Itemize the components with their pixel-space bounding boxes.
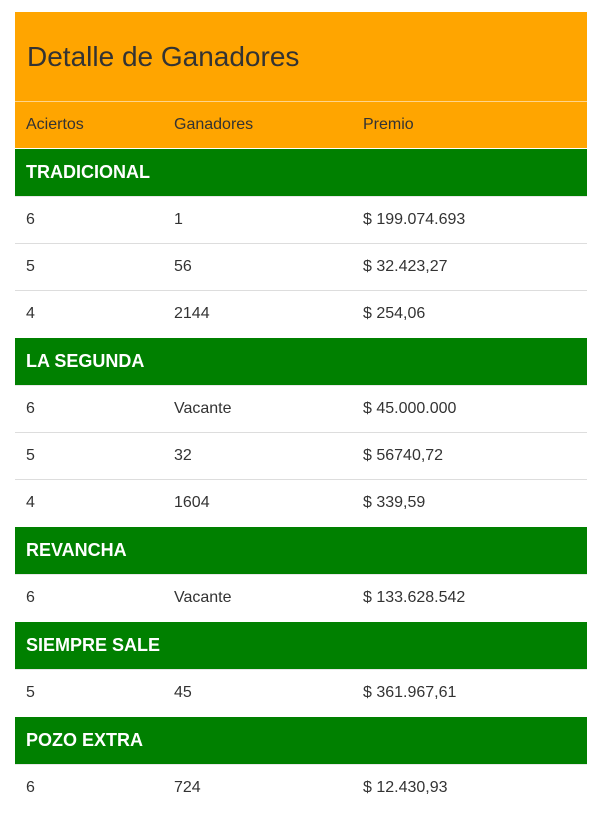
section-header-pozo-extra: POZO EXTRA xyxy=(15,716,587,764)
cell-aciertos: 5 xyxy=(26,684,35,701)
cell-aciertos: 4 xyxy=(26,305,35,322)
table-row xyxy=(15,385,587,432)
table-row xyxy=(15,764,587,811)
winners-panel xyxy=(15,12,587,811)
cell-aciertos: 5 xyxy=(26,447,35,464)
panel-title: Detalle de Ganadores xyxy=(15,12,587,102)
cell-aciertos: 6 xyxy=(26,400,35,417)
cell-ganadores: 45 xyxy=(174,684,192,701)
cell-premio: $ 45.000.000 xyxy=(363,400,457,417)
cell-premio: $ 254,06 xyxy=(363,305,426,322)
table-row xyxy=(15,290,587,337)
cell-premio: $ 12.430,93 xyxy=(363,779,448,796)
cell-ganadores: 724 xyxy=(174,779,201,796)
table-row xyxy=(15,574,587,621)
cell-aciertos: 5 xyxy=(26,258,35,275)
cell-premio: $ 56740,72 xyxy=(363,447,444,464)
cell-premio: $ 32.423,27 xyxy=(363,258,448,275)
cell-ganadores: Vacante xyxy=(174,400,232,417)
cell-premio: $ 199.074.693 xyxy=(363,211,466,228)
cell-premio: $ 133.628.542 xyxy=(363,589,466,606)
table-row xyxy=(15,243,587,290)
cell-ganadores: 1 xyxy=(174,211,183,228)
section-header-siempre-sale: SIEMPRE SALE xyxy=(15,621,587,669)
cell-ganadores: 56 xyxy=(174,258,192,275)
cell-aciertos: 4 xyxy=(26,494,35,511)
cell-premio: $ 361.967,61 xyxy=(363,684,457,701)
section-header-la-segunda: LA SEGUNDA xyxy=(15,337,587,385)
cell-premio: $ 339,59 xyxy=(363,494,426,511)
cell-ganadores: 32 xyxy=(174,447,192,464)
column-header-row xyxy=(15,102,587,148)
table-row xyxy=(15,479,587,526)
table-row xyxy=(15,669,587,716)
table-row xyxy=(15,196,587,243)
cell-aciertos: 6 xyxy=(26,779,35,796)
cell-aciertos: 6 xyxy=(26,589,35,606)
cell-aciertos: 6 xyxy=(26,211,35,228)
cell-ganadores: 1604 xyxy=(174,494,210,511)
table-row xyxy=(15,432,587,479)
section-header-revancha: REVANCHA xyxy=(15,526,587,574)
section-header-tradicional: TRADICIONAL xyxy=(15,148,587,196)
cell-ganadores: Vacante xyxy=(174,589,232,606)
column-header-aciertos: Aciertos xyxy=(26,116,84,133)
column-header-premio: Premio xyxy=(363,116,414,133)
column-header-ganadores: Ganadores xyxy=(174,116,254,133)
cell-ganadores: 2144 xyxy=(174,305,210,322)
